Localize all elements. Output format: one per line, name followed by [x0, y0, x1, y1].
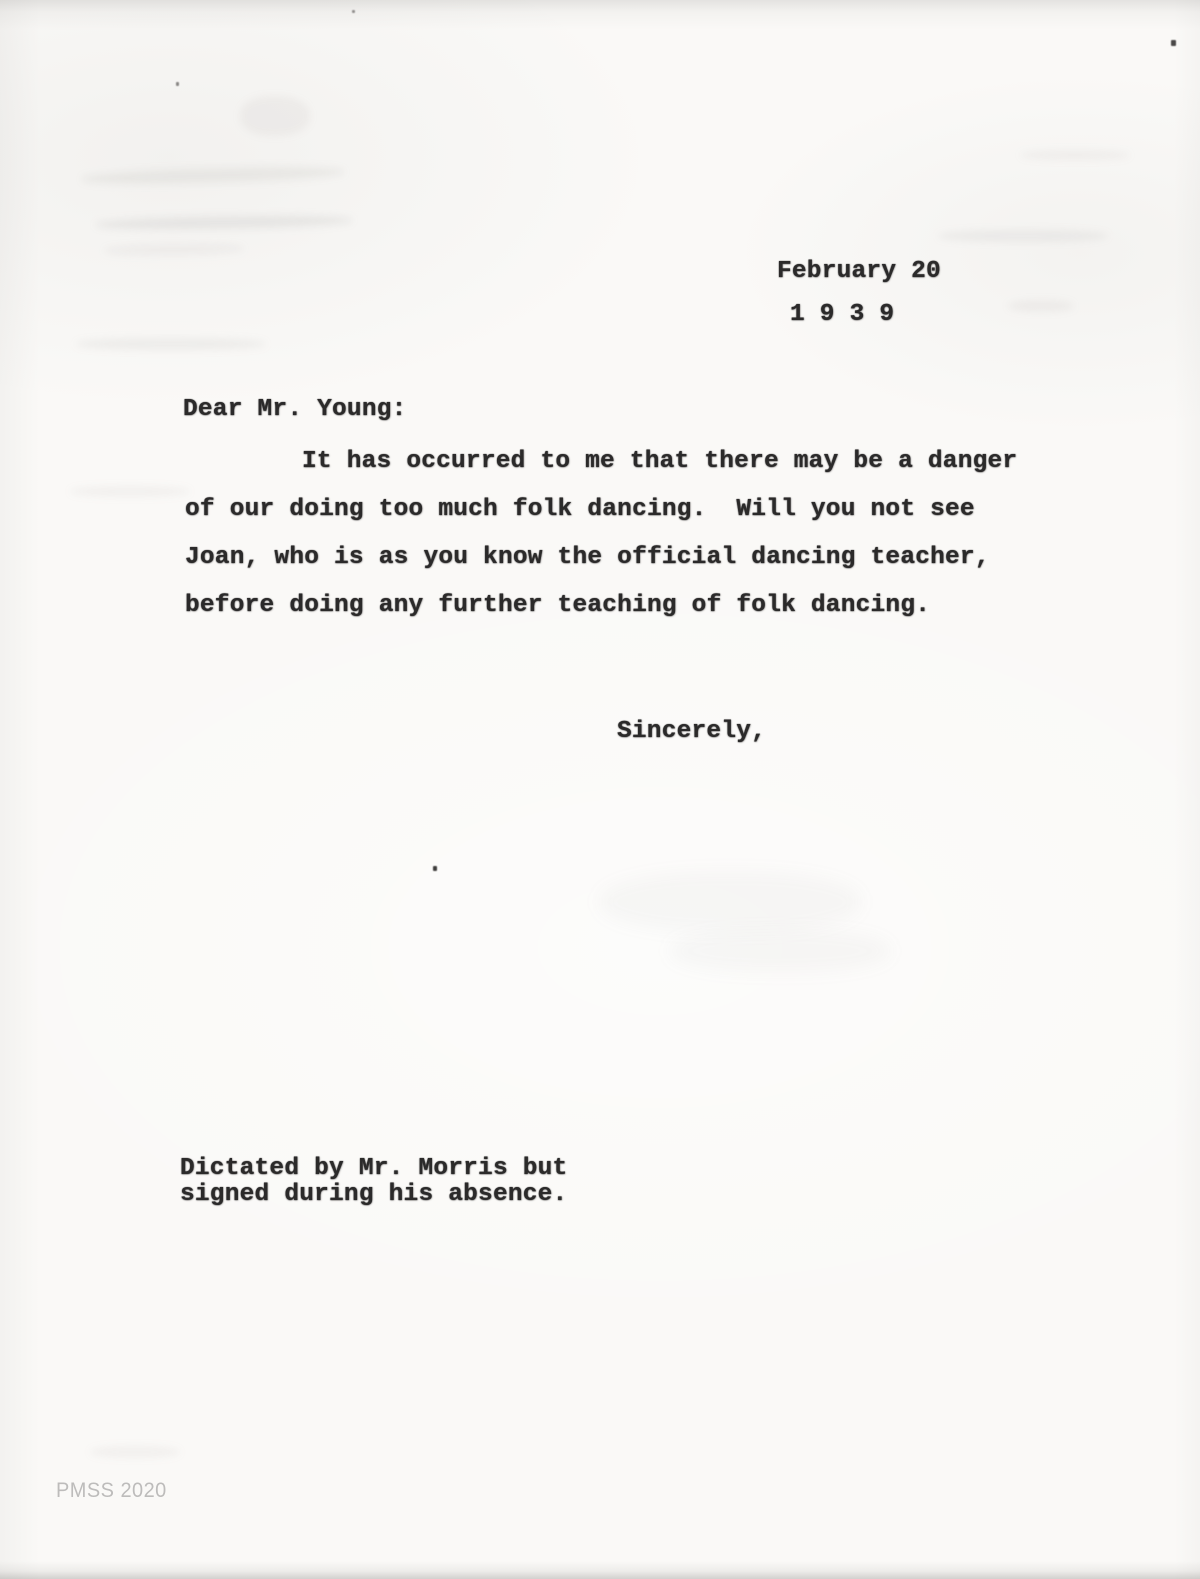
- ink-speck: [176, 82, 179, 86]
- paper-smudge: [82, 164, 344, 186]
- body-line: It has occurred to me that there may be a danger: [302, 448, 1018, 475]
- paper-smudge: [670, 930, 890, 972]
- body-line: of our doing too much folk dancing. Will you not see: [185, 496, 975, 523]
- paper-smudge: [600, 872, 860, 932]
- ink-speck: [433, 866, 437, 871]
- ink-speck: [1171, 40, 1176, 46]
- dictation-note-line: signed during his absence.: [180, 1181, 568, 1208]
- paper-smudge: [90, 1446, 180, 1458]
- body-line: before doing any further teaching of folk dancing.: [185, 592, 931, 619]
- salutation: Dear Mr. Young:: [183, 396, 407, 423]
- date-line-month-day: February 20: [777, 258, 941, 285]
- paper-smudge: [76, 338, 266, 350]
- body-line: Joan, who is as you know the official dancing teacher,: [185, 544, 990, 571]
- dictation-note-line: Dictated by Mr. Morris but: [180, 1155, 568, 1182]
- paper-smudge: [96, 214, 352, 231]
- date-line-year: 1 9 3 9: [790, 301, 895, 328]
- archive-watermark: PMSS 2020: [56, 1479, 167, 1502]
- paper-smudge: [104, 243, 244, 256]
- closing-salutation: Sincerely,: [617, 718, 767, 745]
- ink-speck: [352, 10, 355, 13]
- paper-smudge: [938, 230, 1108, 242]
- paper-smudge: [240, 96, 310, 136]
- paper-smudge: [1020, 150, 1130, 160]
- paper-smudge: [1008, 300, 1074, 312]
- paper-smudge: [70, 486, 190, 497]
